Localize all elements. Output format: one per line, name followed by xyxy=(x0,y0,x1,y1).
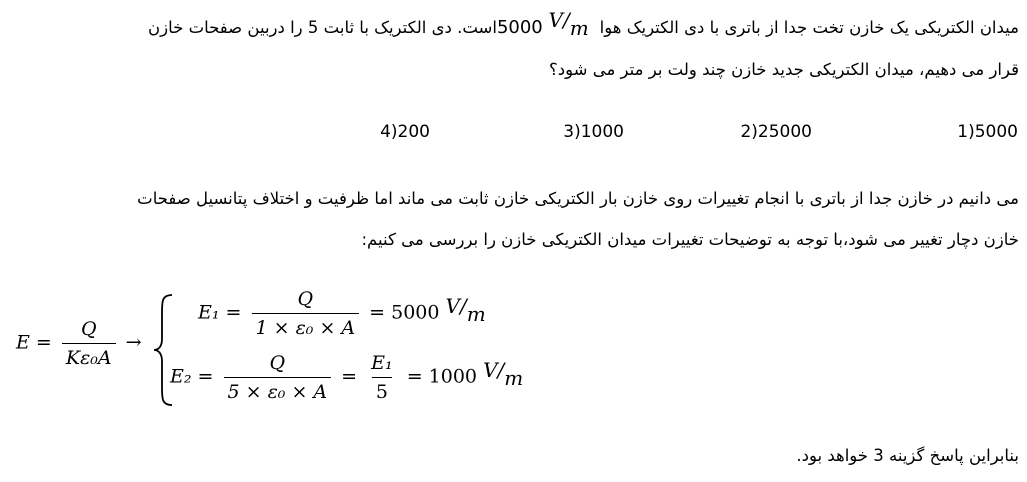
option-1: 5000(1 xyxy=(957,122,1018,142)
e1-unit: V/m xyxy=(445,293,486,326)
formula-e1-fraction: $\frac{Q}{\text{1 × ε₀ × A}}$ xyxy=(252,288,360,339)
question-line-1-after: است. دی الکتریک با ثابت 5 را دربین صفحات خازن xyxy=(148,18,497,37)
formula-e1: E₁ = $\frac{Q}{\text{1 × ε₀ × A}}$ = 5000 V/m xyxy=(198,288,486,339)
question-line-1-before: میدان الکتریکی یک خازن تخت جدا از باتری با دی الکتریک هوا xyxy=(599,18,1019,37)
option-3: 1000(3 xyxy=(563,122,624,142)
formula-e2-fraction: $\frac{Q}{\text{5 × ε₀ × A}}$ xyxy=(224,352,332,403)
formula-lhs: E = $\frac{Q}{\text{Kε₀A}}$ → xyxy=(16,318,142,369)
formula-main-fraction: $\frac{Q}{\text{Kε₀A}}$ xyxy=(62,318,116,369)
formula-e2-ratio: $\frac{\text{E₁}}{5}$ xyxy=(371,352,393,403)
unit-v-per-m: V/m xyxy=(548,8,589,40)
option-2: 25000(2 xyxy=(740,122,812,142)
question-line-1 xyxy=(148,8,1019,40)
explanation-line-1: می دانیم در خازن جدا از باتری با انجام تغییرات روی خازن بار الکتریکی خازن ثابت می ماند اما ظرفیت و اختلاف پتانسیل صفحات xyxy=(137,189,1019,208)
question-line-2: قرار می دهیم، میدان الکتریکی جدید خازن چند ولت بر متر می شود؟ xyxy=(549,60,1019,79)
e2-unit: V/m xyxy=(483,357,524,390)
formula-e2: E₂ = $\frac{Q}{\text{5 × ε₀ × A}}$ = $\frac{\text{E₁}}{5}$ = 1000 V/m xyxy=(170,352,524,403)
conclusion-text: بنابراین پاسخ گزینه 3 خواهد بود. xyxy=(796,446,1019,465)
electric-field-value: 5000 V/m xyxy=(496,8,589,40)
arrow-icon: → xyxy=(125,331,142,354)
explanation-line-2: خازن دچار تغییر می شود،با توجه به توضیحات تغییرات میدان الکتریکی خازن را بررسی می کنیم: xyxy=(361,230,1019,249)
option-4: 200(4 xyxy=(380,122,430,142)
